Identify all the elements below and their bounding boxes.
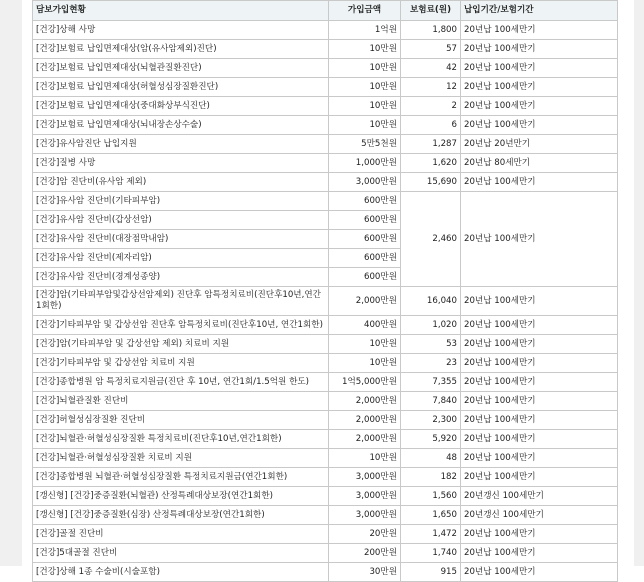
table-row: [33, 487, 618, 506]
coverage-name: [건강]기타피부암 및 갑상선암 진단후 암특정치료비(진단후10년, 연간1회한): [33, 316, 329, 335]
premium: 182: [401, 468, 461, 487]
payment-period: 20년갱신 100세만기: [461, 506, 618, 525]
left-edge-margin: [0, 0, 22, 566]
insured-amount: 2,000만원: [329, 411, 401, 430]
right-edge-margin: [634, 0, 644, 566]
insured-amount: 2,000만원: [329, 287, 401, 316]
coverage-name: [건강]뇌혈관·허혈성심장질환 특정치료비(진단후10년,연간1회한): [33, 430, 329, 449]
payment-period: 20년납 100세만기: [461, 78, 618, 97]
payment-period: 20년납 100세만기: [461, 430, 618, 449]
coverage-name: [갱신형] [건강]중증질환(심장) 산정특례대상보장(연간1회한): [33, 506, 329, 525]
table-row: [33, 192, 618, 211]
payment-period: 20년납 100세만기: [461, 468, 618, 487]
table-row: [33, 78, 618, 97]
premium: 2: [401, 97, 461, 116]
table-row: [33, 563, 618, 582]
table-row: [33, 544, 618, 563]
premium: 42: [401, 59, 461, 78]
insured-amount: 600만원: [329, 268, 401, 287]
coverage-name: [건강]뇌혈관질환 진단비: [33, 392, 329, 411]
payment-period: 20년납 100세만기: [461, 392, 618, 411]
coverage-name: [건강]보험료 납입면제대상(허혈성심장질환진단): [33, 78, 329, 97]
premium: 2,300: [401, 411, 461, 430]
table-row: [33, 525, 618, 544]
premium: 1,472: [401, 525, 461, 544]
table-row: [33, 40, 618, 59]
premium: 7,840: [401, 392, 461, 411]
coverage-name: [건강]질병 사망: [33, 154, 329, 173]
premium: 15,690: [401, 173, 461, 192]
insured-amount: 600만원: [329, 211, 401, 230]
insured-amount: 3,000만원: [329, 173, 401, 192]
payment-period: 20년납 20년만기: [461, 135, 618, 154]
coverage-name: [건강]허혈성심장질환 진단비: [33, 411, 329, 430]
insured-amount: 10만원: [329, 97, 401, 116]
group-payment-period: 20년납 100세만기: [461, 192, 618, 287]
payment-period: 20년납 100세만기: [461, 411, 618, 430]
insured-amount: 3,000만원: [329, 468, 401, 487]
insured-amount: 10만원: [329, 116, 401, 135]
insured-amount: 600만원: [329, 249, 401, 268]
premium: 915: [401, 563, 461, 582]
table-row: [33, 135, 618, 154]
insured-amount: 400만원: [329, 316, 401, 335]
table-row: [33, 430, 618, 449]
insured-amount: 20만원: [329, 525, 401, 544]
coverage-name: [건강]보험료 납입면제대상(뇌혈관질환진단): [33, 59, 329, 78]
coverage-name: [건강]5대골절 진단비: [33, 544, 329, 563]
coverage-name: [건강]상해 사망: [33, 21, 329, 40]
table-body-part2: [33, 287, 618, 582]
payment-period: 20년납 80세만기: [461, 154, 618, 173]
payment-period: 20년납 100세만기: [461, 316, 618, 335]
payment-period: 20년납 100세만기: [461, 354, 618, 373]
table-body-part1: [33, 21, 618, 192]
insured-amount: 200만원: [329, 544, 401, 563]
coverage-table: [32, 0, 618, 582]
insured-amount: 30만원: [329, 563, 401, 582]
table-row: [33, 59, 618, 78]
premium: 1,560: [401, 487, 461, 506]
table-row: [33, 116, 618, 135]
premium: 5,920: [401, 430, 461, 449]
coverage-name: [건강]종합병원 암 특정치료지원금(진단 후 10년, 연간1회/1.5억원 한도): [33, 373, 329, 392]
payment-period: 20년납 100세만기: [461, 40, 618, 59]
payment-period: 20년납 100세만기: [461, 525, 618, 544]
table-row: [33, 97, 618, 116]
header-period: 납입기간/보험기간: [461, 1, 618, 21]
table-row: [33, 373, 618, 392]
insured-amount: 10만원: [329, 59, 401, 78]
coverage-name: [건강]유사암 진단비(제자리암): [33, 249, 329, 268]
coverage-name: [건강]유사암 진단비(기타피부암): [33, 192, 329, 211]
table-row: [33, 468, 618, 487]
table-row: [33, 287, 618, 316]
payment-period: 20년갱신 100세만기: [461, 487, 618, 506]
table-body-similar-cancer-group: [33, 192, 618, 287]
coverage-name: [건강]기타피부암 및 갑상선암 치료비 지원: [33, 354, 329, 373]
table-row: [33, 392, 618, 411]
table-row: [33, 449, 618, 468]
table-row: [33, 316, 618, 335]
insured-amount: 3,000만원: [329, 506, 401, 525]
table-row: [33, 173, 618, 192]
premium: 1,800: [401, 21, 461, 40]
coverage-name: [건강]유사암 진단비(갑상선암): [33, 211, 329, 230]
coverage-name: [건강]유사암 진단비(경계성종양): [33, 268, 329, 287]
premium: 1,650: [401, 506, 461, 525]
premium: 1,020: [401, 316, 461, 335]
insured-amount: 1억원: [329, 21, 401, 40]
payment-period: 20년납 100세만기: [461, 335, 618, 354]
group-premium: 2,460: [401, 192, 461, 287]
header-coverage-name: 담보가입현황: [33, 1, 329, 21]
coverage-name: [건강]골절 진단비: [33, 525, 329, 544]
premium: 48: [401, 449, 461, 468]
premium: 23: [401, 354, 461, 373]
coverage-name: [건강]암 진단비(유사암 제외): [33, 173, 329, 192]
insured-amount: 1,000만원: [329, 154, 401, 173]
coverage-name: [갱신형] [건강]중증질환(뇌혈관) 산정특례대상보장(연간1회한): [33, 487, 329, 506]
insured-amount: 10만원: [329, 78, 401, 97]
payment-period: 20년납 100세만기: [461, 173, 618, 192]
premium: 53: [401, 335, 461, 354]
payment-period: 20년납 100세만기: [461, 116, 618, 135]
insured-amount: 10만원: [329, 40, 401, 59]
payment-period: 20년납 100세만기: [461, 373, 618, 392]
table-row: [33, 506, 618, 525]
payment-period: 20년납 100세만기: [461, 287, 618, 316]
coverage-name: [건강]암(기타피부암및갑상선암제외) 진단후 암특정치료비(진단후10년,연간1회한): [33, 287, 329, 316]
coverage-name: [건강]보험료 납입면제대상(뇌내장손상수술): [33, 116, 329, 135]
insured-amount: 2,000만원: [329, 430, 401, 449]
premium: 16,040: [401, 287, 461, 316]
coverage-name: [건강]뇌혈관·허혈성심장질환 치료비 지원: [33, 449, 329, 468]
insured-amount: 10만원: [329, 335, 401, 354]
payment-period: 20년납 100세만기: [461, 563, 618, 582]
header-premium: 보험료(원): [401, 1, 461, 21]
table-row: [33, 411, 618, 430]
insured-amount: 1억5,000만원: [329, 373, 401, 392]
insured-amount: 3,000만원: [329, 487, 401, 506]
premium: 57: [401, 40, 461, 59]
premium: 1,287: [401, 135, 461, 154]
table-row: [33, 154, 618, 173]
table-row: [33, 335, 618, 354]
header-insured-amount: 가입금액: [329, 1, 401, 21]
premium: 1,620: [401, 154, 461, 173]
premium: 7,355: [401, 373, 461, 392]
insured-amount: 600만원: [329, 230, 401, 249]
insured-amount: 10만원: [329, 354, 401, 373]
coverage-name: [건강]보험료 납입면제대상(중대화상부식진단): [33, 97, 329, 116]
payment-period: 20년납 100세만기: [461, 544, 618, 563]
coverage-name: [건강]유사암 진단비(대장점막내암): [33, 230, 329, 249]
coverage-name: [건강]종합병원 뇌혈관·허혈성심장질환 특정치료지원금(연간1회한): [33, 468, 329, 487]
table-row: [33, 354, 618, 373]
coverage-name: [건강]유사암진단 납입지원: [33, 135, 329, 154]
insured-amount: 5만5천원: [329, 135, 401, 154]
premium: 1,740: [401, 544, 461, 563]
insured-amount: 10만원: [329, 449, 401, 468]
table-row: [33, 21, 618, 40]
premium: 12: [401, 78, 461, 97]
coverage-name: [건강]보험료 납입면제대상(암(유사암제외)진단): [33, 40, 329, 59]
table-header-row: [33, 1, 618, 21]
payment-period: 20년납 100세만기: [461, 97, 618, 116]
payment-period: 20년납 100세만기: [461, 59, 618, 78]
insured-amount: 600만원: [329, 192, 401, 211]
premium: 6: [401, 116, 461, 135]
coverage-name: [건강]상해 1종 수술비(시술포함): [33, 563, 329, 582]
coverage-name: [건강]암(기타피부암 및 갑상선암 제외) 치료비 지원: [33, 335, 329, 354]
insured-amount: 2,000만원: [329, 392, 401, 411]
payment-period: 20년납 100세만기: [461, 21, 618, 40]
payment-period: 20년납 100세만기: [461, 449, 618, 468]
